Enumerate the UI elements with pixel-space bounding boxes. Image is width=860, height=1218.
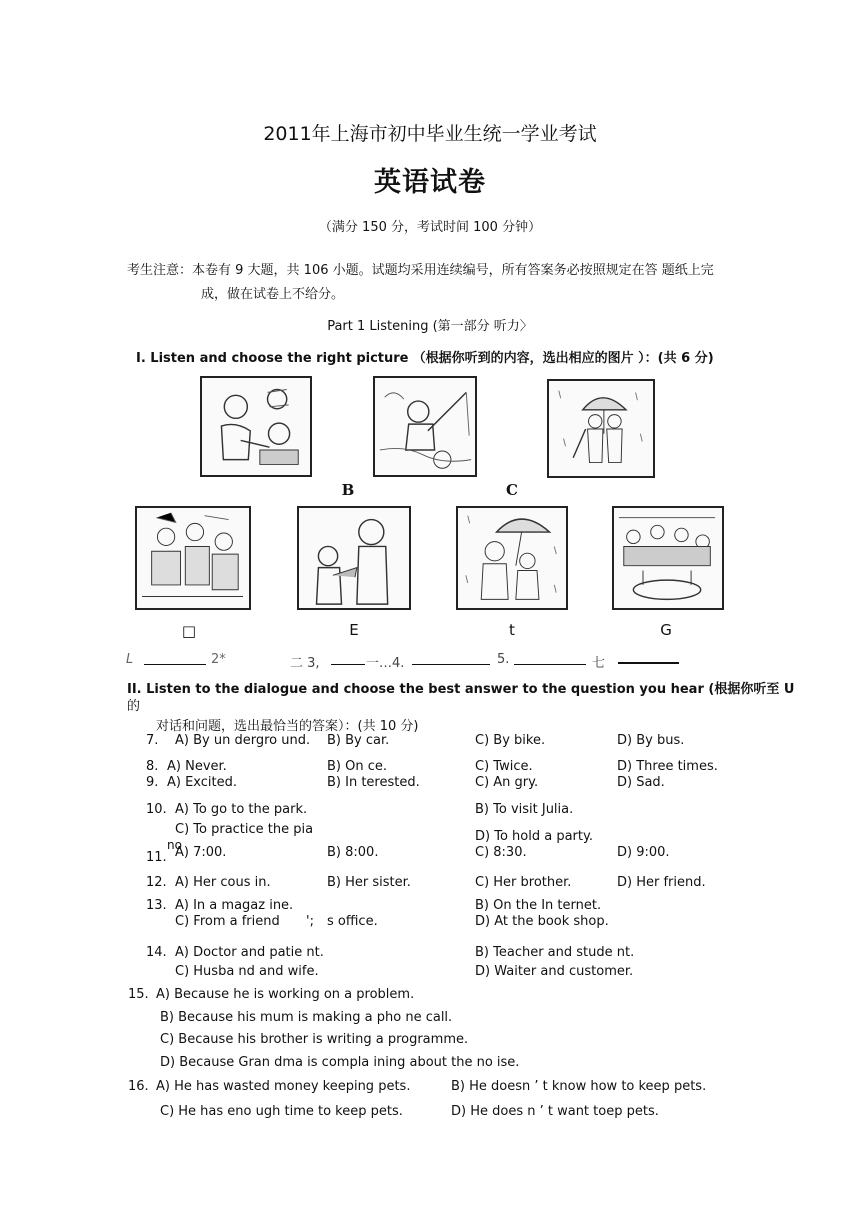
q7-option-b[interactable]: B) By car.	[327, 733, 390, 748]
q7-option-a[interactable]: A) By un dergro und.	[175, 733, 311, 748]
q9-option-d[interactable]: D) Sad.	[617, 775, 665, 790]
picture-label-d: □	[181, 622, 197, 640]
q9-option-c[interactable]: C) An gry.	[475, 775, 539, 790]
q10-number: 10.	[146, 802, 167, 817]
answer-6-label: 七	[592, 656, 606, 671]
picture-label-f: t	[509, 621, 515, 639]
q14-option-b[interactable]: B) Teacher and stude nt.	[475, 945, 635, 960]
picture-b	[373, 376, 477, 477]
q13-number: 13.	[146, 898, 167, 913]
picture-label-b: B	[341, 481, 355, 499]
picture-g	[612, 506, 724, 610]
q11-option-d[interactable]: D) 9:00.	[617, 845, 670, 860]
q7-number: 7.	[146, 733, 159, 748]
q12-option-d[interactable]: D) Her friend.	[617, 875, 706, 890]
q14-option-c[interactable]: C) Husba nd and wife.	[175, 964, 319, 979]
q11-option-b[interactable]: B) 8:00.	[327, 845, 379, 860]
q15-number: 15.	[128, 987, 149, 1002]
answer-1-label: L	[126, 652, 134, 667]
q12-option-a[interactable]: A) Her cous in.	[175, 875, 271, 890]
section2-heading-cn: 对话和问题，选出最恰当的答案）：(共 10 分)	[156, 719, 419, 734]
q16-option-c[interactable]: C) He has eno ugh time to keep pets.	[160, 1104, 403, 1119]
q7-option-c[interactable]: C) By bike.	[475, 733, 546, 748]
q8-number: 8.	[146, 759, 159, 774]
picture-b-drawing	[375, 378, 475, 475]
answer-blank-6[interactable]	[618, 650, 679, 664]
q13-option-c[interactable]: C) From a friend	[175, 914, 280, 929]
q14-number: 14.	[146, 945, 167, 960]
q8-option-b[interactable]: B) On ce.	[327, 759, 388, 774]
picture-c	[547, 379, 655, 478]
section2-heading: II. Listen to the dialogue and choose the best answer to the question you hear (根据你听至 U	[127, 682, 795, 697]
q9-option-b[interactable]: B) In terested.	[327, 775, 420, 790]
q16-option-a[interactable]: A) He has wasted money keeping pets.	[156, 1079, 411, 1094]
q13-option-d[interactable]: D) At the book shop.	[475, 914, 609, 929]
exam-subject: 英语试卷	[374, 167, 486, 198]
picture-label-g: G	[660, 621, 672, 639]
q10-option-a[interactable]: A) To go to the park.	[175, 802, 308, 817]
q11-number: 11.	[146, 850, 167, 865]
q16-number: 16.	[128, 1079, 149, 1094]
answer-blank-5[interactable]	[514, 652, 586, 665]
picture-d	[135, 506, 251, 610]
q10-option-c-overflow: no	[167, 838, 182, 852]
q13-option-c-tail: s office.	[327, 914, 378, 929]
answer-blank-3[interactable]	[331, 652, 365, 665]
q8-option-c[interactable]: C) Twice.	[475, 759, 533, 774]
picture-a	[200, 376, 312, 477]
section1-heading-en: I. Listen and choose the right picture	[136, 351, 409, 366]
picture-a-drawing	[202, 378, 310, 475]
answer-2-label: 2*	[211, 652, 226, 667]
picture-label-c: C	[506, 481, 518, 499]
q13-option-c-mark: ';	[306, 914, 314, 929]
q15-option-b[interactable]: B) Because his mum is making a pho ne call.	[160, 1010, 453, 1025]
q12-number: 12.	[146, 875, 167, 890]
picture-e	[297, 506, 411, 610]
answer-blank-4[interactable]	[412, 652, 490, 665]
section2-heading-wrap: 的	[127, 699, 141, 714]
q8-option-d[interactable]: D) Three times.	[617, 759, 718, 774]
q13-option-a[interactable]: A) In a magaz ine.	[175, 898, 294, 913]
notice-line-1: 考生注意：本卷有 9 大题，共 106 小题。试题均采用连续编号，所有答案务必按照规定在答 题纸上完	[127, 263, 714, 278]
q9-option-a[interactable]: A) Excited.	[167, 775, 238, 790]
answer-blank-1[interactable]	[144, 652, 206, 665]
answer-5-label: 5.	[497, 652, 510, 667]
q10-option-b[interactable]: B) To visit Julia.	[475, 802, 574, 817]
q9-number: 9.	[146, 775, 159, 790]
q15-option-d[interactable]: D) Because Gran dma is compla ining about the no ise.	[160, 1055, 520, 1070]
picture-d-drawing	[137, 508, 249, 608]
q15-option-a[interactable]: A) Because he is working on a problem.	[156, 987, 415, 1002]
q10-option-d[interactable]: D) To hold a party.	[475, 829, 593, 844]
picture-g-drawing	[614, 508, 722, 608]
q7-option-d[interactable]: D) By bus.	[617, 733, 685, 748]
q8-option-a[interactable]: A) Never.	[167, 759, 227, 774]
q13-option-b[interactable]: B) On the In ternet.	[475, 898, 602, 913]
part-heading: Part 1 Listening (第一部分 听力〉	[327, 319, 533, 334]
picture-f	[456, 506, 568, 610]
q14-option-d[interactable]: D) Waiter and customer.	[475, 964, 634, 979]
picture-e-drawing	[299, 508, 409, 608]
q11-option-c[interactable]: C) 8:30.	[475, 845, 527, 860]
q16-option-d[interactable]: D) He does n ’ t want toep pets.	[451, 1104, 659, 1119]
section1-heading-cn: （根据你听到的内容，选出相应的图片 ）：(共 6 分)	[412, 351, 714, 366]
section1-heading	[136, 347, 714, 366]
q12-option-b[interactable]: B) Her sister.	[327, 875, 411, 890]
q15-option-c[interactable]: C) Because his brother is writing a programme.	[160, 1032, 469, 1047]
answer-4-label: 一…4.	[366, 656, 405, 671]
picture-c-drawing	[549, 381, 653, 476]
q16-option-b[interactable]: B) He doesn ’ t know how to keep pets.	[451, 1079, 707, 1094]
exam-title: 2011年上海市初中毕业生统一学业考试	[263, 123, 597, 145]
notice-line-2: 成，做在试卷上不给分。	[201, 287, 345, 302]
q11-option-a[interactable]: A) 7:00.	[175, 845, 227, 860]
q12-option-c[interactable]: C) Her brother.	[475, 875, 572, 890]
picture-label-e: E	[349, 621, 359, 639]
q10-option-c[interactable]: C) To practice the pia	[175, 822, 314, 837]
exam-info: （满分 150 分，考试时间 100 分钟）	[318, 220, 542, 235]
picture-f-drawing	[458, 508, 566, 608]
answer-3-label: 二 3,	[290, 656, 320, 671]
q14-option-a[interactable]: A) Doctor and patie nt.	[175, 945, 324, 960]
